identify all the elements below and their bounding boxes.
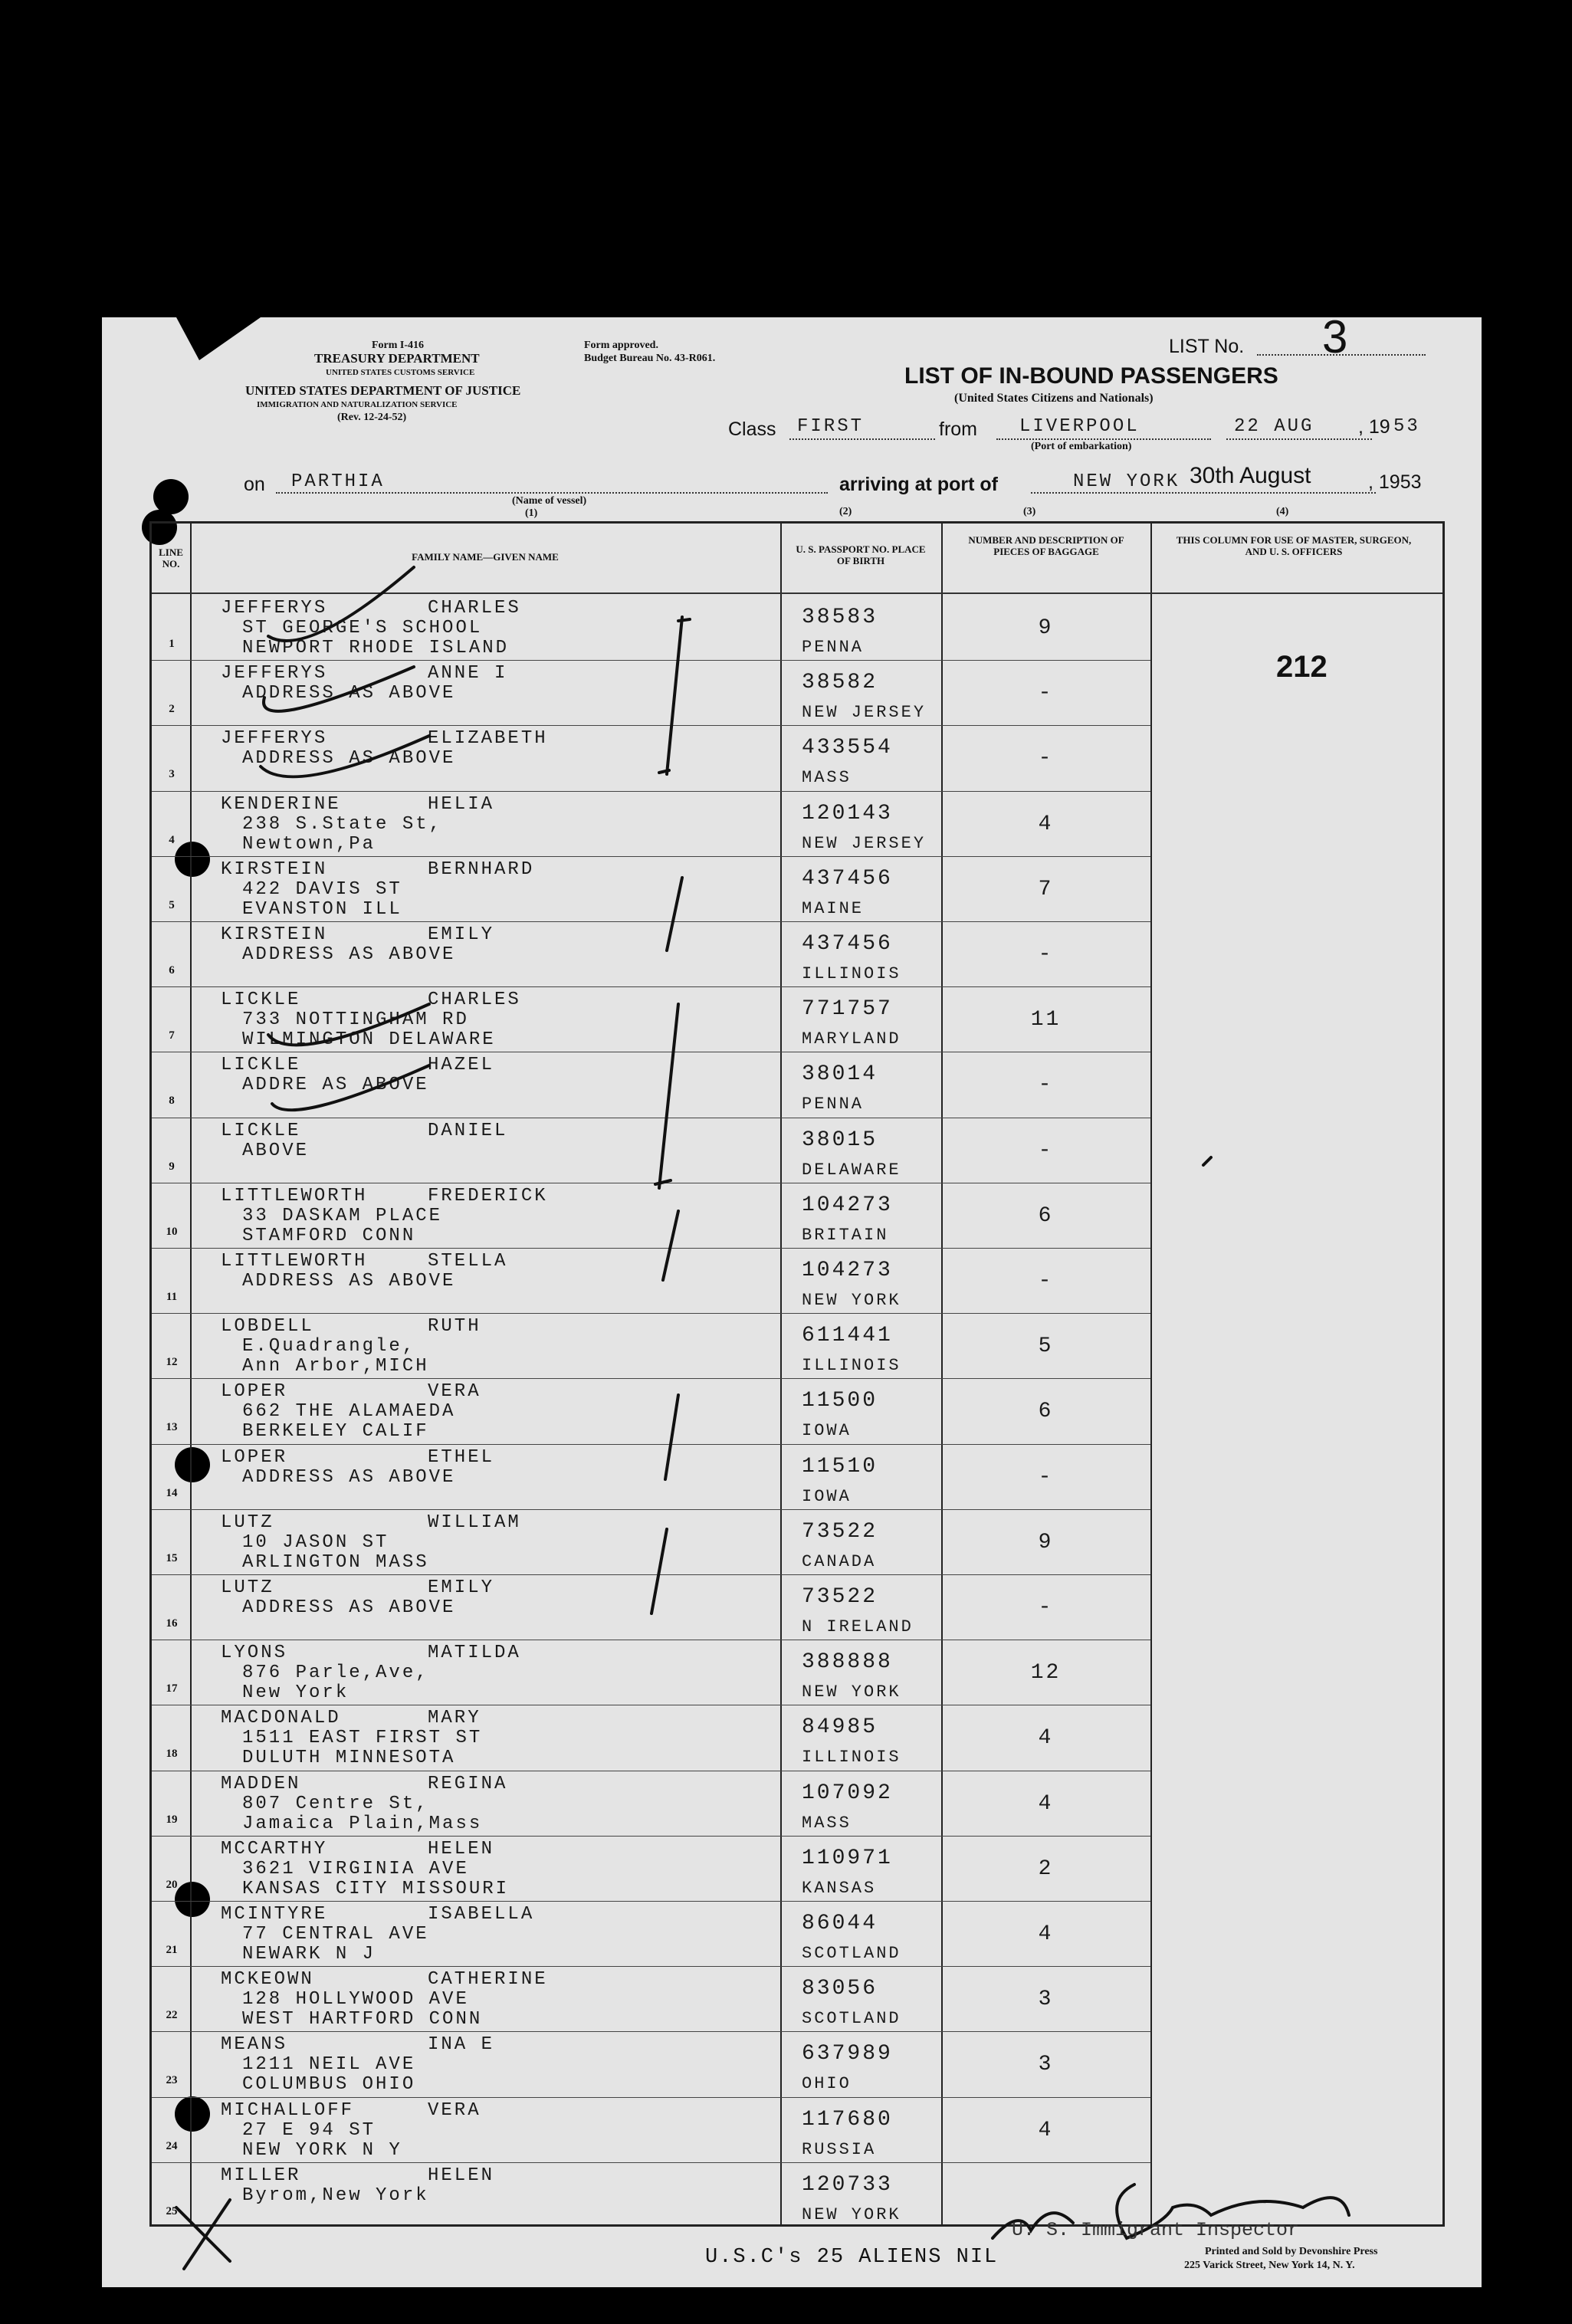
from-label: from <box>939 419 977 440</box>
passport-number: 11500 <box>802 1389 878 1413</box>
list-number: 3 <box>1322 311 1348 363</box>
passport-number: 388888 <box>802 1650 893 1675</box>
passport-number: 83056 <box>802 1977 878 2001</box>
passport-number: 433554 <box>802 736 893 760</box>
birth-place: DELAWARE <box>802 1160 901 1180</box>
col-no-passport: (2) <box>839 506 852 517</box>
printer-line-1: Printed and Sold by Devonshire Press <box>1205 2246 1378 2257</box>
customs-service: UNITED STATES CUSTOMS SERVICE <box>326 368 475 377</box>
birth-place: NEW JERSEY <box>802 833 927 853</box>
vessel-label: (Name of vessel) <box>512 495 587 507</box>
arrival-year: , 1953 <box>1368 471 1422 493</box>
baggage-count: 4 <box>1038 812 1054 836</box>
baggage-count: - <box>1038 747 1054 771</box>
line-number: 11 <box>166 1291 178 1303</box>
from-port: LIVERPOOL <box>1019 416 1140 437</box>
given-name: WILLIAM <box>428 1512 521 1533</box>
passport-number: 120733 <box>802 2172 893 2197</box>
passport-number: 104273 <box>802 1259 893 1282</box>
given-name: ETHEL <box>428 1446 495 1468</box>
given-name: CATHERINE <box>428 1969 548 1991</box>
family-name: LICKLE <box>221 990 301 1011</box>
address-line-2: NEWARK N J <box>242 1944 376 1965</box>
arriving-label: arriving at port of <box>839 474 998 495</box>
justice-dept: UNITED STATES DEPARTMENT OF JUSTICE <box>245 383 521 398</box>
line-number: 18 <box>166 1748 178 1761</box>
address-line-1: 33 DASKAM PLACE <box>242 1205 443 1226</box>
family-name: LOPER <box>221 1446 288 1468</box>
birth-place: ILLINOIS <box>802 964 901 983</box>
embark-year: 53 <box>1393 416 1420 437</box>
col-no-baggage: (3) <box>1023 506 1036 517</box>
address-line-1: 876 Parle,Ave, <box>242 1663 429 1684</box>
given-name: HAZEL <box>428 1055 495 1076</box>
given-name: VERA <box>428 2099 481 2121</box>
line-number: 22 <box>166 2009 178 2022</box>
family-name: LICKLE <box>221 1120 301 1141</box>
family-name: KIRSTEIN <box>221 858 328 880</box>
address-line-1: 27 E 94 ST <box>242 2119 376 2141</box>
arrival-date: 30th August <box>1190 463 1311 488</box>
passport-number: 38014 <box>802 1062 878 1087</box>
line-number: 17 <box>166 1682 178 1695</box>
address-line-1: E.Quadrangle, <box>242 1336 416 1357</box>
family-name: MCCARTHY <box>221 1838 328 1860</box>
birth-place: MASS <box>802 768 852 788</box>
address-line-2: Jamaica Plain,Mass <box>242 1813 483 1834</box>
line-number: 10 <box>166 1225 178 1238</box>
address-line-1: ADDRESS AS ABOVE <box>242 683 456 704</box>
address-line-1: ADDRESS AS ABOVE <box>242 944 456 965</box>
col-header-name: FAMILY NAME—GIVEN NAME <box>412 551 559 563</box>
form-revision: (Rev. 12-24-52) <box>337 412 407 423</box>
baggage-count: - <box>1038 943 1054 967</box>
given-name: FREDERICK <box>428 1185 548 1206</box>
address-line-1: ABOVE <box>242 1140 310 1161</box>
line-number: 4 <box>169 833 175 846</box>
family-name: LICKLE <box>221 1055 301 1076</box>
line-number: 7 <box>169 1029 175 1042</box>
given-name: HELEN <box>428 1838 495 1860</box>
baggage-count: 4 <box>1038 2118 1054 2142</box>
address-line-2: New York <box>242 1682 350 1704</box>
col-header-line: LINE NO. <box>159 547 183 570</box>
address-line-2: KANSAS CITY MISSOURI <box>242 1878 510 1899</box>
family-name: LOBDELL <box>221 1316 314 1338</box>
line-number: 24 <box>166 2139 178 2152</box>
given-name: STELLA <box>428 1251 508 1272</box>
address-line-1: 238 S.State St, <box>242 813 443 835</box>
address-line-1: 128 HOLLYWOOD AVE <box>242 1989 469 2011</box>
birth-place: IOWA <box>802 1486 852 1506</box>
birth-place: N IRELAND <box>802 1617 914 1636</box>
embark-date: 22 AUG <box>1234 416 1314 437</box>
address-line-1: 662 THE ALAMAEDA <box>242 1401 456 1423</box>
line-number: 15 <box>166 1551 178 1564</box>
inspector-title: U. S. Immigrant Inspector <box>1012 2219 1300 2241</box>
line-number: 12 <box>166 1356 178 1369</box>
ins-service: IMMIGRATION AND NATURALIZATION SERVICE <box>257 400 458 409</box>
given-name: DANIEL <box>428 1120 508 1141</box>
baggage-count: - <box>1038 1138 1054 1163</box>
embark-year-prefix: , 19 <box>1358 416 1390 438</box>
given-name: HELIA <box>428 793 495 815</box>
address-line-1: ADDRESS AS ABOVE <box>242 1271 456 1292</box>
family-name: JEFFERYS <box>221 728 328 750</box>
address-line-2: DULUTH MINNESOTA <box>242 1748 456 1769</box>
passport-number: 73522 <box>802 1519 878 1544</box>
birth-place: NEW JERSEY <box>802 703 927 723</box>
family-name: MEANS <box>221 2034 288 2056</box>
address-line-1: ST GEORGE'S SCHOOL <box>242 618 483 638</box>
birth-place: MAINE <box>802 898 865 918</box>
line-number: 8 <box>169 1095 175 1108</box>
address-line-1: 3621 VIRGINIA AVE <box>242 1858 469 1879</box>
address-line-2: Newtown,Pa <box>242 833 376 855</box>
class-label: Class <box>728 419 776 440</box>
baggage-count: - <box>1038 1596 1054 1620</box>
on-label: on <box>244 474 265 495</box>
port-embarkation-label: (Port of embarkation) <box>1031 441 1132 452</box>
baggage-count: 4 <box>1038 1791 1054 1816</box>
footer-summary: U.S.C's 25 ALIENS NIL <box>705 2246 999 2269</box>
passport-number: 437456 <box>802 866 893 891</box>
address-line-1: 733 NOTTINGHAM RD <box>242 1009 469 1031</box>
given-name: ELIZABETH <box>428 728 548 750</box>
family-name: MACDONALD <box>221 1708 341 1729</box>
baggage-count: 9 <box>1038 616 1054 640</box>
birth-place: NEW YORK <box>802 1682 901 1702</box>
passport-number: 38582 <box>802 671 878 695</box>
baggage-count: 7 <box>1038 877 1054 901</box>
passport-number: 637989 <box>802 2042 893 2066</box>
family-name: JEFFERYS <box>221 663 328 684</box>
birth-place: ILLINOIS <box>802 1356 901 1376</box>
family-name: MCINTYRE <box>221 1904 328 1925</box>
address-line-1: ADDRESS AS ABOVE <box>242 748 456 770</box>
given-name: MARY <box>428 1708 481 1729</box>
passport-number: 107092 <box>802 1781 893 1805</box>
address-line-2: BERKELEY CALIF <box>242 1421 429 1443</box>
address-line-2: NEWPORT RHODE ISLAND <box>242 638 510 658</box>
birth-place: RUSSIA <box>802 2139 877 2159</box>
birth-place: MARYLAND <box>802 1029 901 1049</box>
line-number: 13 <box>166 1421 178 1434</box>
passport-number: 86044 <box>802 1912 878 1935</box>
address-line-1: ADDRESS AS ABOVE <box>242 1597 456 1618</box>
passport-number: 38583 <box>802 606 878 629</box>
given-name: HELEN <box>428 2165 495 2186</box>
class-value: FIRST <box>797 416 865 437</box>
passport-number: 38015 <box>802 1128 878 1152</box>
baggage-count: - <box>1038 1269 1054 1293</box>
birth-place: NEW YORK <box>802 1291 901 1310</box>
address-line-2: STAMFORD CONN <box>242 1225 416 1246</box>
given-name: RUTH <box>428 1316 481 1338</box>
address-line-2: COLUMBUS OHIO <box>242 2074 416 2096</box>
baggage-count: - <box>1038 1465 1054 1489</box>
passport-number: 117680 <box>802 2107 893 2132</box>
birth-place: CANADA <box>802 1551 877 1571</box>
baggage-count: 5 <box>1038 1334 1054 1359</box>
baggage-count: 9 <box>1038 1530 1054 1554</box>
line-number: 1 <box>169 638 175 650</box>
baggage-count: 4 <box>1038 1726 1054 1751</box>
given-name: ANNE I <box>428 663 508 684</box>
birth-place: OHIO <box>802 2074 852 2094</box>
birth-place: PENNA <box>802 638 865 657</box>
line-number: 6 <box>169 964 175 977</box>
birth-place: MASS <box>802 1813 852 1833</box>
family-name: KENDERINE <box>221 793 341 815</box>
passport-number: 110971 <box>802 1846 893 1870</box>
given-name: EMILY <box>428 1577 495 1598</box>
officer-note: 212 <box>1276 650 1328 684</box>
form-approved: Form approved. <box>584 340 658 351</box>
given-name: INA E <box>428 2034 495 2056</box>
baggage-count: 11 <box>1030 1008 1062 1032</box>
passport-number: 104273 <box>802 1193 893 1217</box>
family-name: LITTLEWORTH <box>221 1251 368 1272</box>
line-number: 3 <box>169 768 175 781</box>
address-line-2: NEW YORK N Y <box>242 2139 402 2161</box>
address-line-1: ADDRESS AS ABOVE <box>242 1466 456 1488</box>
address-line-2: ARLINGTON MASS <box>242 1551 429 1573</box>
family-name: LUTZ <box>221 1512 274 1533</box>
line-number: 21 <box>166 1944 178 1956</box>
printer-line-2: 225 Varick Street, New York 14, N. Y. <box>1184 2260 1355 2271</box>
birth-place: SCOTLAND <box>802 2009 901 2029</box>
line-number: 14 <box>166 1486 178 1499</box>
address-line-2: EVANSTON ILL <box>242 898 402 920</box>
line-number: 2 <box>169 703 175 716</box>
birth-place: SCOTLAND <box>802 1944 901 1963</box>
line-number: 16 <box>166 1617 178 1630</box>
address-line-2: WILMINGTON DELAWARE <box>242 1029 496 1051</box>
given-name: EMILY <box>428 924 495 945</box>
col-no-officers: (4) <box>1276 506 1289 517</box>
family-name: MADDEN <box>221 1773 301 1794</box>
passport-number: 771757 <box>802 997 893 1022</box>
family-name: MICHALLOFF <box>221 2099 355 2121</box>
budget-bureau: Budget Bureau No. 43-R061. <box>584 353 716 364</box>
address-line-2: WEST HARTFORD CONN <box>242 2009 483 2030</box>
address-line-1: 1211 NEIL AVE <box>242 2054 416 2076</box>
line-number: 25 <box>166 2204 178 2217</box>
address-line-1: ADDRE AS ABOVE <box>242 1075 429 1096</box>
baggage-count: 6 <box>1038 1203 1054 1228</box>
birth-place: IOWA <box>802 1421 852 1441</box>
given-name: MATILDA <box>428 1643 521 1664</box>
family-name: LITTLEWORTH <box>221 1185 368 1206</box>
col-header-officers: THIS COLUMN FOR USE OF MASTER, SURGEON, AND U. S. OFFICERS <box>1176 534 1412 557</box>
page-subtitle: (United States Citizens and Nationals) <box>954 392 1154 405</box>
col-header-baggage: NUMBER AND DESCRIPTION OF PIECES OF BAGGAGE <box>968 534 1124 557</box>
given-name: ISABELLA <box>428 1904 535 1925</box>
address-line-1: Byrom,New York <box>242 2184 429 2206</box>
vessel-name: PARTHIA <box>291 471 385 492</box>
baggage-count: 3 <box>1038 1988 1054 2012</box>
birth-place: BRITAIN <box>802 1225 889 1245</box>
line-number: 23 <box>166 2074 178 2087</box>
baggage-count: 6 <box>1038 1400 1054 1424</box>
page-title: LIST OF IN-BOUND PASSENGERS <box>904 363 1278 389</box>
address-line-1: 10 JASON ST <box>242 1531 389 1553</box>
given-name: VERA <box>428 1381 481 1403</box>
family-name: LUTZ <box>221 1577 274 1598</box>
baggage-count: 3 <box>1038 2053 1054 2077</box>
birth-place: NEW YORK <box>802 2204 901 2224</box>
list-no-label: LIST No. <box>1169 336 1245 357</box>
passport-number: 73522 <box>802 1585 878 1609</box>
passport-number: 120143 <box>802 801 893 826</box>
line-number: 19 <box>166 1813 178 1826</box>
passport-number: 84985 <box>802 1715 878 1740</box>
baggage-count: 4 <box>1038 1922 1054 1946</box>
address-line-1: 77 CENTRAL AVE <box>242 1924 429 1945</box>
baggage-count: 2 <box>1038 1856 1054 1881</box>
line-number: 20 <box>166 1878 178 1891</box>
birth-place: ILLINOIS <box>802 1748 901 1768</box>
treasury-dept: TREASURY DEPARTMENT <box>314 351 480 366</box>
baggage-count: - <box>1038 1073 1054 1098</box>
passport-number: 437456 <box>802 932 893 956</box>
form-number: Form I-416 <box>372 340 425 351</box>
address-line-1: 807 Centre St, <box>242 1793 429 1814</box>
given-name: CHARLES <box>428 598 521 619</box>
passport-number: 611441 <box>802 1324 893 1348</box>
given-name: CHARLES <box>428 990 521 1011</box>
baggage-count: - <box>1038 681 1054 706</box>
birth-place: KANSAS <box>802 1878 877 1898</box>
family-name: MCKEOWN <box>221 1969 314 1991</box>
line-number: 9 <box>169 1160 175 1173</box>
family-name: MILLER <box>221 2165 301 2186</box>
family-name: JEFFERYS <box>221 598 328 619</box>
col-header-passport: U. S. PASSPORT NO. PLACE OF BIRTH <box>796 543 926 566</box>
baggage-count: 12 <box>1030 1661 1062 1686</box>
address-line-1: 422 DAVIS ST <box>242 878 402 900</box>
family-name: LYONS <box>221 1643 288 1664</box>
family-name: LOPER <box>221 1381 288 1403</box>
given-name: BERNHARD <box>428 858 535 880</box>
arrival-port: NEW YORK <box>1073 471 1180 492</box>
line-number: 5 <box>169 898 175 911</box>
address-line-1: 1511 EAST FIRST ST <box>242 1728 483 1749</box>
given-name: REGINA <box>428 1773 508 1794</box>
vessel-col-no: (1) <box>525 507 538 519</box>
passport-number: 11510 <box>802 1454 878 1479</box>
family-name: KIRSTEIN <box>221 924 328 945</box>
address-line-2: Ann Arbor,MICH <box>242 1356 429 1377</box>
birth-place: PENNA <box>802 1095 865 1114</box>
